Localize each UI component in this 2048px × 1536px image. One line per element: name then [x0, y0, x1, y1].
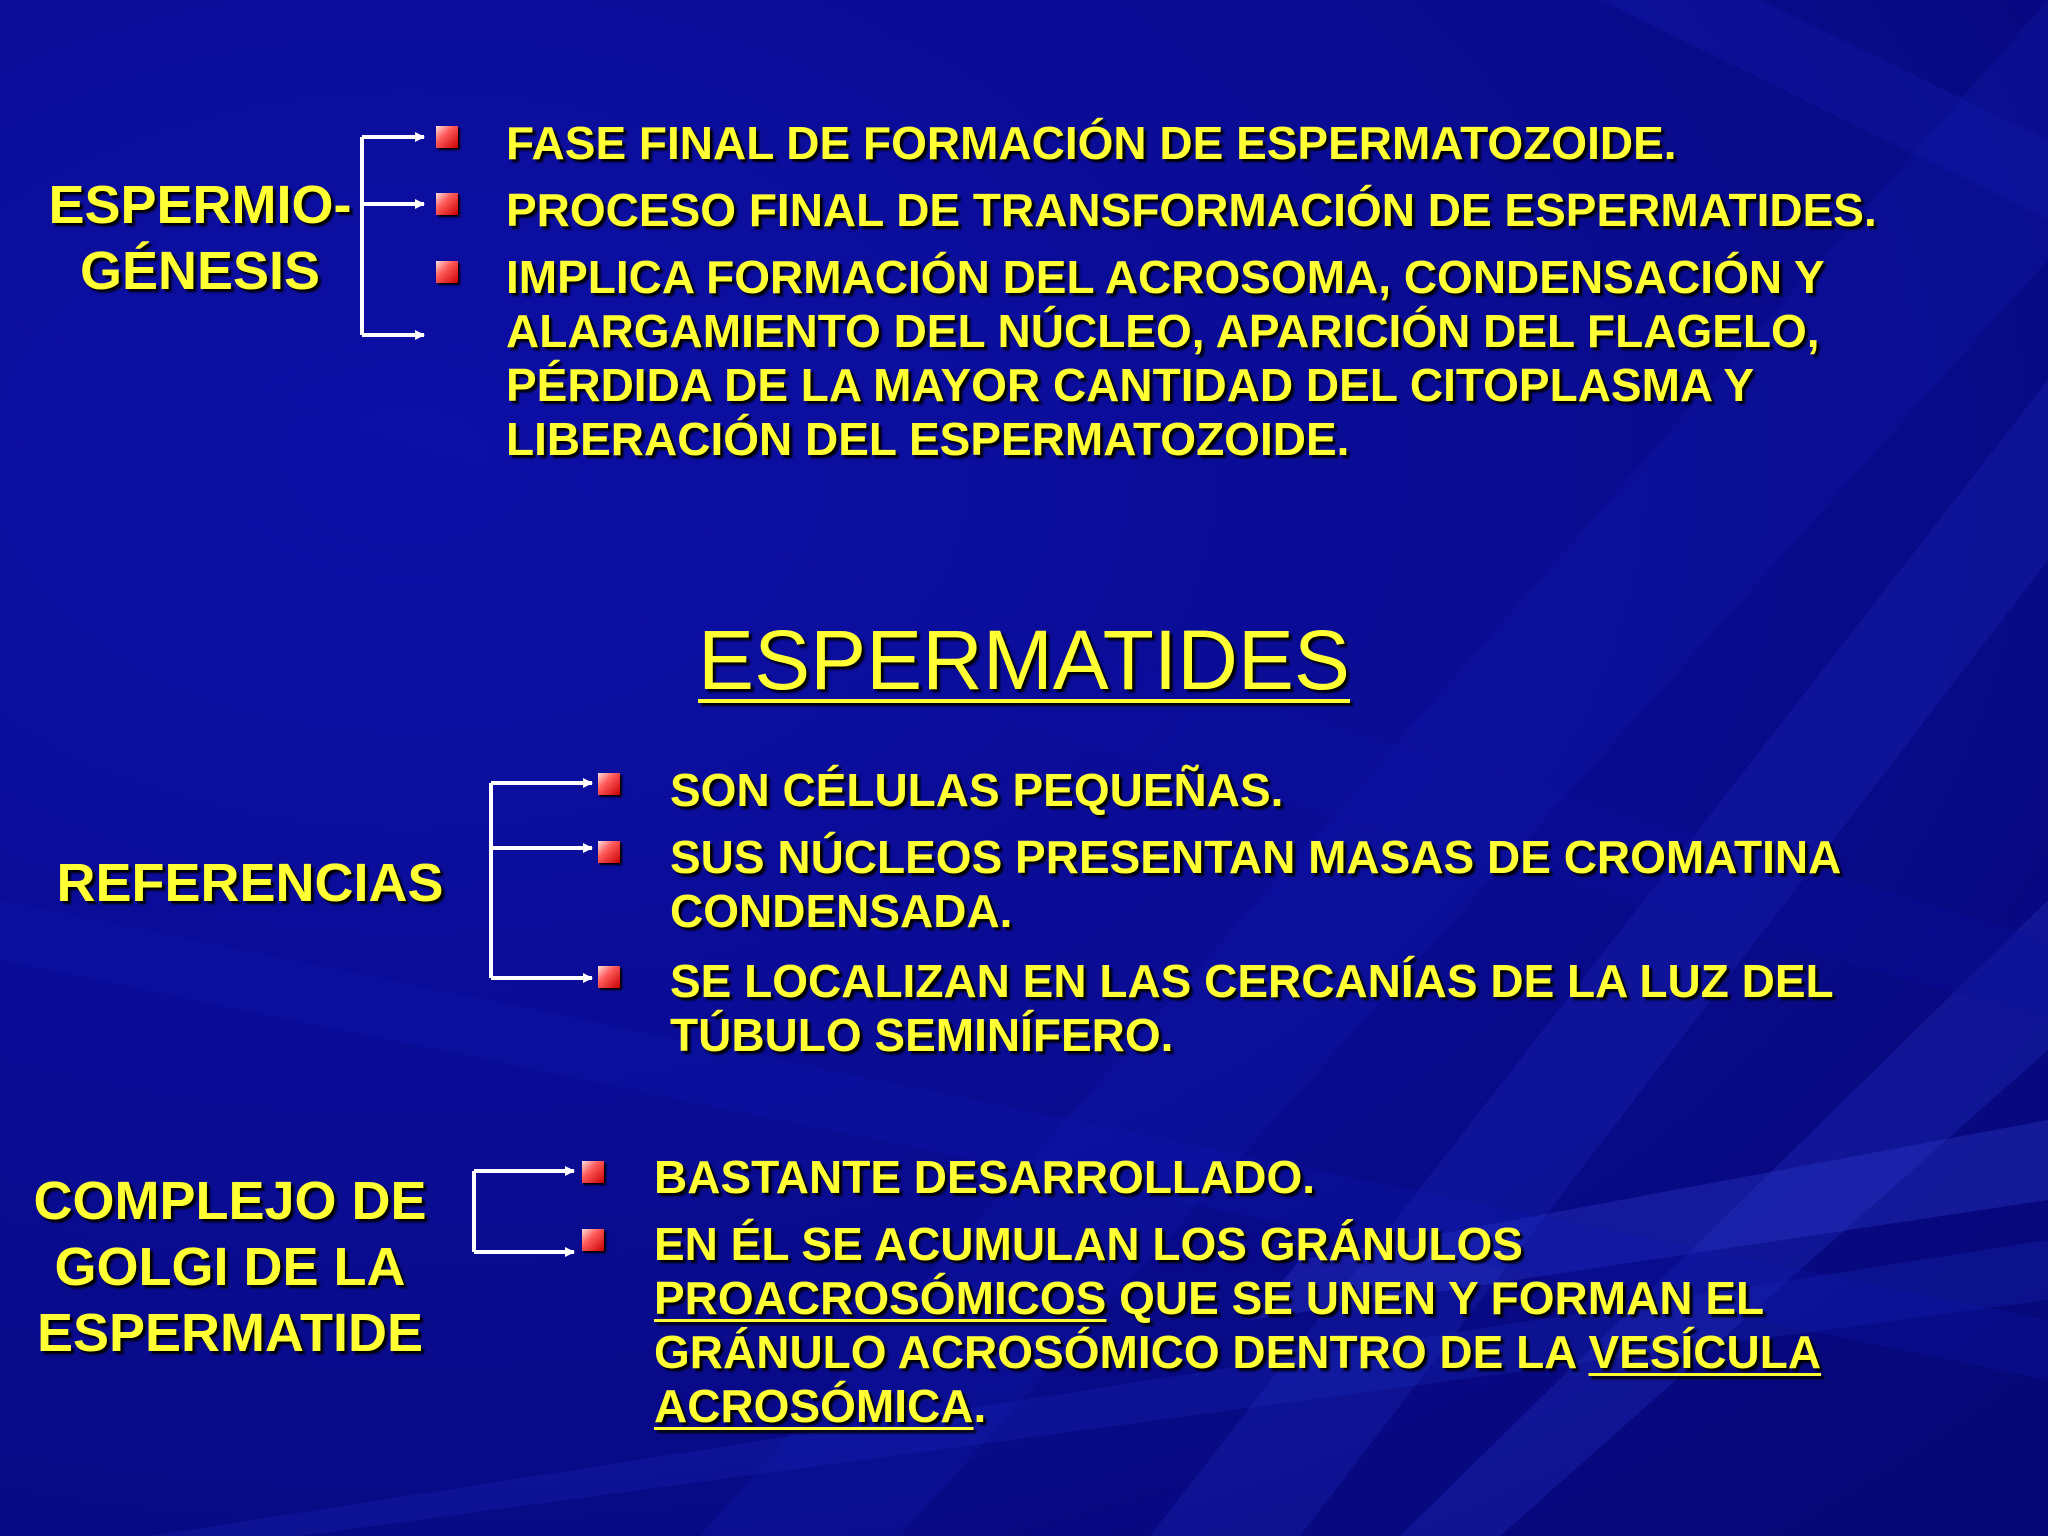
bullet-icon — [598, 841, 620, 863]
item-line: SUS NÚCLEOS PRESENTAN MASAS DE CROMATINA — [670, 831, 1842, 883]
golgi-label-line1: COMPLEJO DE — [33, 1171, 427, 1231]
referencias-item-3 — [670, 954, 1834, 1062]
item-text: . — [973, 1380, 987, 1432]
referencias-item-1 — [670, 763, 1283, 817]
espermiogenesis-label-line1: ESPERMIO- — [48, 175, 352, 235]
term-vesicula: VESÍCULA — [1588, 1326, 1822, 1378]
espermiogenesis-label-line2: GÉNESIS — [79, 241, 321, 301]
item-line: SON CÉLULAS PEQUEÑAS. — [670, 764, 1284, 816]
espermiogenesis-item-3 — [506, 250, 1825, 466]
item-line: TÚBULO SEMINÍFERO. — [670, 1009, 1174, 1061]
item-line: PROCESO FINAL DE TRANSFORMACIÓN DE ESPERMATIDES. — [506, 184, 1877, 236]
bullet-icon — [582, 1161, 604, 1183]
item-line: BASTANTE DESARROLLADO. — [654, 1151, 1316, 1203]
item-line: IMPLICA FORMACIÓN DEL ACROSOMA, CONDENSACIÓN Y — [506, 251, 1825, 303]
item-text: GRÁNULO ACROSÓMICO DENTRO DE LA — [654, 1326, 1589, 1378]
bullet-icon — [436, 193, 458, 215]
golgi-item-1 — [654, 1150, 1315, 1204]
item-text: QUE SE UNEN Y FORMAN EL — [1106, 1272, 1765, 1324]
espermiogenesis-item-2 — [506, 183, 1877, 237]
item-line — [654, 1379, 1821, 1433]
item-line: ALARGAMIENTO DEL NÚCLEO, APARICIÓN DEL FLAGELO, — [506, 305, 1820, 357]
bullet-icon — [436, 261, 458, 283]
golgi-label-line3: ESPERMATIDE — [36, 1303, 424, 1363]
espermiogenesis-item-1 — [506, 116, 1677, 170]
golgi-label-line2: GOLGI DE LA — [54, 1237, 406, 1297]
item-line — [654, 1325, 1821, 1379]
bullet-icon — [598, 773, 620, 795]
referencias-label: REFERENCIAS — [56, 853, 444, 913]
term-proacrosomicos: PROACROSÓMICOS — [654, 1272, 1107, 1324]
item-line: FASE FINAL DE FORMACIÓN DE ESPERMATOZOIDE. — [506, 117, 1677, 169]
item-line: EN ÉL SE ACUMULAN LOS GRÁNULOS — [654, 1218, 1523, 1270]
item-line: LIBERACIÓN DEL ESPERMATOZOIDE. — [506, 413, 1350, 465]
page-title: ESPERMATIDES — [698, 613, 1350, 707]
bullet-icon — [582, 1229, 604, 1251]
golgi-label — [10, 1168, 450, 1366]
item-line: SE LOCALIZAN EN LAS CERCANÍAS DE LA LUZ DEL — [670, 955, 1834, 1007]
term-acrosomica: ACROSÓMICA — [654, 1380, 974, 1432]
bullet-icon — [598, 966, 620, 988]
golgi-item-2 — [654, 1217, 1821, 1433]
bullet-icon — [436, 126, 458, 148]
item-line — [654, 1271, 1821, 1325]
item-line: PÉRDIDA DE LA MAYOR CANTIDAD DEL CITOPLASMA Y — [506, 359, 1755, 411]
espermiogenesis-label — [30, 172, 370, 304]
referencias-item-2 — [670, 830, 1841, 938]
item-line: CONDENSADA. — [670, 885, 1013, 937]
